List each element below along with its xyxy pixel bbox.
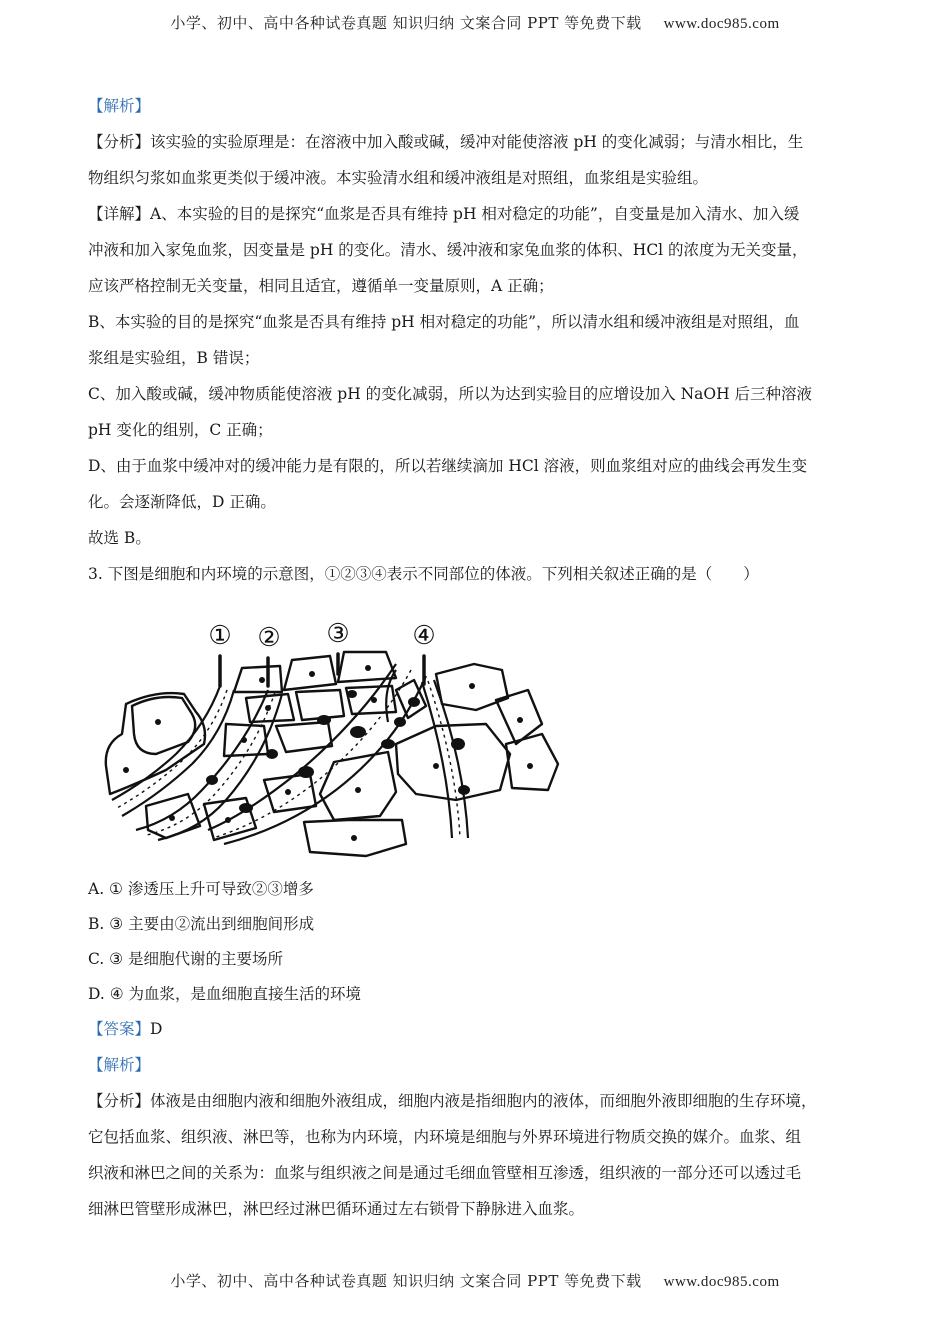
option-c[interactable]: C. ③ 是细胞代谢的主要场所 (88, 950, 283, 968)
blood-cell (347, 690, 357, 698)
prev-option-d-line: 化。会逐渐降低，D 正确。 (88, 493, 276, 511)
nucleus (285, 789, 291, 795)
prev-xiangjie-line: 冲液和加入家兔血浆，因变量是 pH 的变化。清水、缓冲液和家兔血浆的体积、HCl 的浓度为无关变量， (88, 241, 808, 259)
capillary-wall (158, 694, 282, 840)
prev-fenxi-line: 物组织匀浆如血浆更类似于缓冲液。本实验清水组和缓冲液组是对照组，血浆组是实验组。 (88, 169, 709, 187)
question-3-stem: 3. 下图是细胞和内环境的示意图，①②③④表示不同部位的体液。下列相关叙述正确的是（ ） (88, 565, 759, 583)
nucleus (517, 717, 523, 723)
blood-cell (408, 697, 420, 707)
cell (276, 722, 332, 752)
blood-cell (317, 715, 331, 725)
blood-cell (239, 803, 253, 813)
cell (296, 690, 344, 720)
header-url[interactable]: www.doc985.com (663, 16, 780, 32)
answer-tag: 【答案】 (88, 1020, 151, 1038)
blood-cell (206, 775, 218, 785)
nucleus (351, 835, 357, 841)
cell (320, 752, 396, 820)
nucleus (433, 763, 439, 769)
nucleus (241, 737, 247, 743)
fenxi-line: 【分析】体液是由细胞内液和细胞外液组成，细胞内液是指细胞内的液体，而细胞外液即细胞的生存环境， (88, 1092, 817, 1110)
figure-label-4: ④ (412, 621, 436, 651)
cell (234, 666, 282, 692)
fenxi-line: 织液和淋巴之间的关系为：血浆与组织液之间是通过毛细血管壁相互渗透，组织液的一部分还可以透过毛 (88, 1164, 802, 1182)
prev-xiangjie-line: 【详解】A、本实验的目的是探究“血浆是否具有维持 pH 相对稳定的功能”，自变量是加入清水、加入缓 (88, 205, 800, 223)
cell (132, 697, 195, 754)
nucleus (355, 787, 361, 793)
fenxi-line: 细淋巴管壁形成淋巴，淋巴经过淋巴循环通过左右锁骨下静脉进入血浆。 (88, 1200, 585, 1218)
cell (506, 734, 558, 790)
blood-cell (381, 739, 395, 749)
fenxi-tag: 【分析】 (88, 133, 151, 151)
nucleus (265, 705, 271, 711)
cell (106, 693, 205, 794)
option-a[interactable]: A. ① 渗透压上升可导致②③增多 (88, 880, 314, 898)
fenxi-tag: 【分析】 (88, 1092, 151, 1110)
blood-cell (266, 749, 278, 759)
prev-xiangjie-line: 应该严格控制无关变量，相同且适宜，遵循单一变量原则，A 正确； (88, 277, 554, 295)
option-b[interactable]: B. ③ 主要由②流出到细胞间形成 (88, 915, 315, 933)
blood-cell (350, 726, 366, 738)
nucleus (155, 719, 161, 725)
prev-option-b-line: B、本实验的目的是探究“血浆是否具有维持 pH 相对稳定的功能”，所以清水组和缓冲液组是对照组，血 (88, 313, 800, 331)
xiangjie-tag: 【详解】 (88, 205, 151, 223)
prev-conclusion: 故选 B。 (88, 529, 151, 547)
blood-cell (298, 766, 314, 778)
prev-fenxi-line: 【分析】该实验的实验原理是：在溶液中加入酸或碱，缓冲对能使溶液 pH 的变化减弱；与清水相比，生 (88, 133, 804, 151)
footer-text: 小学、初中、高中各种试卷真题 知识归纳 文案合同 PPT 等免费下载 (170, 1272, 642, 1290)
blood-cell (458, 785, 470, 795)
blood-cell (394, 717, 406, 727)
prev-option-c-line: C、加入酸或碱，缓冲物质能使溶液 pH 的变化减弱，所以为达到实验目的应增设加入 NaOH 后三种溶液 (88, 385, 813, 403)
prev-option-d-line: D、由于血浆中缓冲对的缓冲能力是有限的，所以若继续滴加 HCl 溶液，则血浆组对应的曲线会再发生变 (88, 457, 808, 475)
nucleus (371, 697, 377, 703)
answer-value: D (150, 1020, 163, 1038)
page-header (0, 12, 950, 33)
header-text: 小学、初中、高中各种试卷真题 知识归纳 文案合同 PPT 等免费下载 (170, 14, 642, 32)
prev-option-b-line: 浆组是实验组，B 错误； (88, 349, 260, 367)
nucleus (259, 677, 265, 683)
figure-label-1: ① (208, 621, 232, 651)
blood-cell (451, 738, 465, 750)
footer-url[interactable]: www.doc985.com (663, 1274, 780, 1290)
nucleus (309, 671, 315, 677)
nucleus (225, 817, 231, 823)
fenxi-line: 它包括血浆、组织液、淋巴等，也称为内环境，内环境是细胞与外界环境进行物质交换的媒介。血浆、组 (88, 1128, 802, 1146)
prev-jiexi-heading: 【解析】 (88, 97, 151, 115)
nucleus (527, 763, 533, 769)
nucleus (365, 665, 371, 671)
answer-options (88, 872, 868, 1047)
nucleus (469, 683, 475, 689)
cell-environment-figure (88, 594, 868, 872)
nucleus (123, 767, 129, 773)
figure-label-2: ② (257, 623, 281, 653)
figure-label-3: ③ (326, 619, 350, 649)
jiexi-heading: 【解析】 (88, 1056, 151, 1074)
nucleus (169, 815, 175, 821)
option-d[interactable]: D. ④ 为血浆，是血细胞直接生活的环境 (88, 985, 362, 1003)
answer-line (88, 1012, 868, 1047)
prev-option-c-line: pH 变化的组别，C 正确； (88, 421, 273, 439)
page-footer (0, 1270, 950, 1291)
page-content (88, 88, 868, 1227)
cell-tissue-diagram (96, 594, 566, 864)
cell (396, 724, 510, 800)
